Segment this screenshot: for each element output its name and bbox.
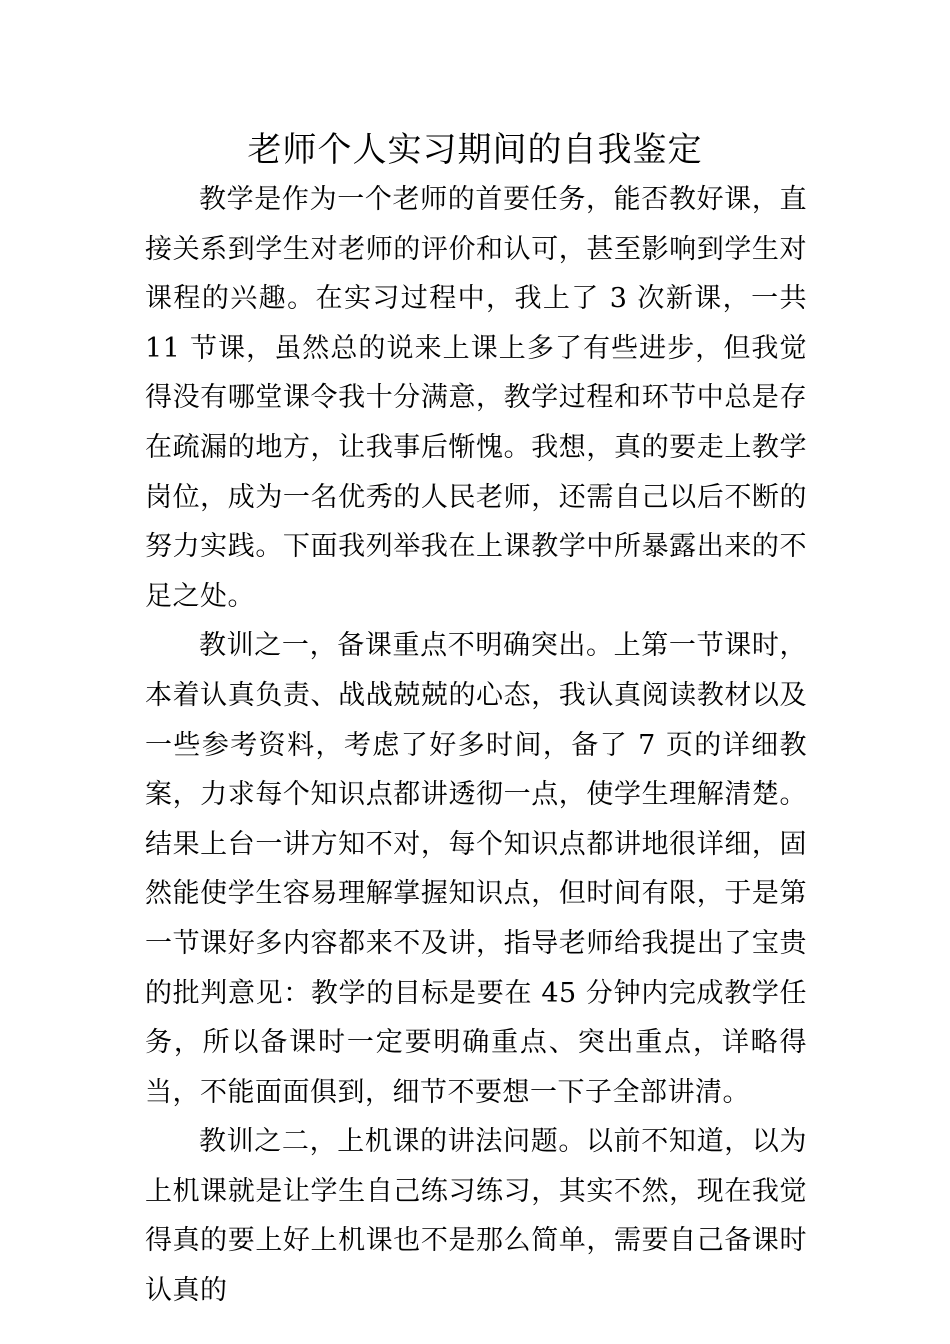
document-body bbox=[145, 175, 807, 1316]
paragraph-lesson-two: 教训之二，上机课的讲法问题。以前不知道，以为上机课就是让学生自己练习练习，其实不然，现在我觉得真的要上好上机课也不是那么简单，需要自己备课时认真的 bbox=[145, 1126, 807, 1307]
paragraph-lesson-one: 教训之一，备课重点不明确突出。上第一节课时，本着认真负责、战战兢兢的心态，我认真阅读教材以及一些参考资料，考虑了好多时间，备了 7 页的详细教案，力求每个知识点都讲透彻一点，使学生理解清楚。结果上台一讲方知不对，每个知识点都讲地很详细，固然能使学生容易理解掌握知识点，但时间有限，于是第一节课好多内容都来不及讲，指导老师给我提出了宝贵的批判意见：教学的目标是要在 45 分钟内完成教学任务，所以备课时一定要明确重点、突出重点，详略得当，不能面面俱到，细节不要想一下子全部讲清。 bbox=[145, 630, 807, 1108]
document-title: 老师个人实习期间的自我鉴定 bbox=[247, 130, 703, 170]
paragraph-intro: 教学是作为一个老师的首要任务，能否教好课，直接关系到学生对老师的评价和认可，甚至影响到学生对课程的兴趣。在实习过程中，我上了 3 次新课，一共 11 节课，虽然总的说来上课上多了有些进步，但我觉得没有哪堂课令我十分满意，教学过程和环节中总是存在疏漏的地方，让我事后惭愧。我想，真的要走上教学岗位，成为一名优秀的人民老师，还需自己以后不断的努力实践。下面我列举我在上课教学中所暴露出来的不足之处。 bbox=[145, 184, 807, 612]
